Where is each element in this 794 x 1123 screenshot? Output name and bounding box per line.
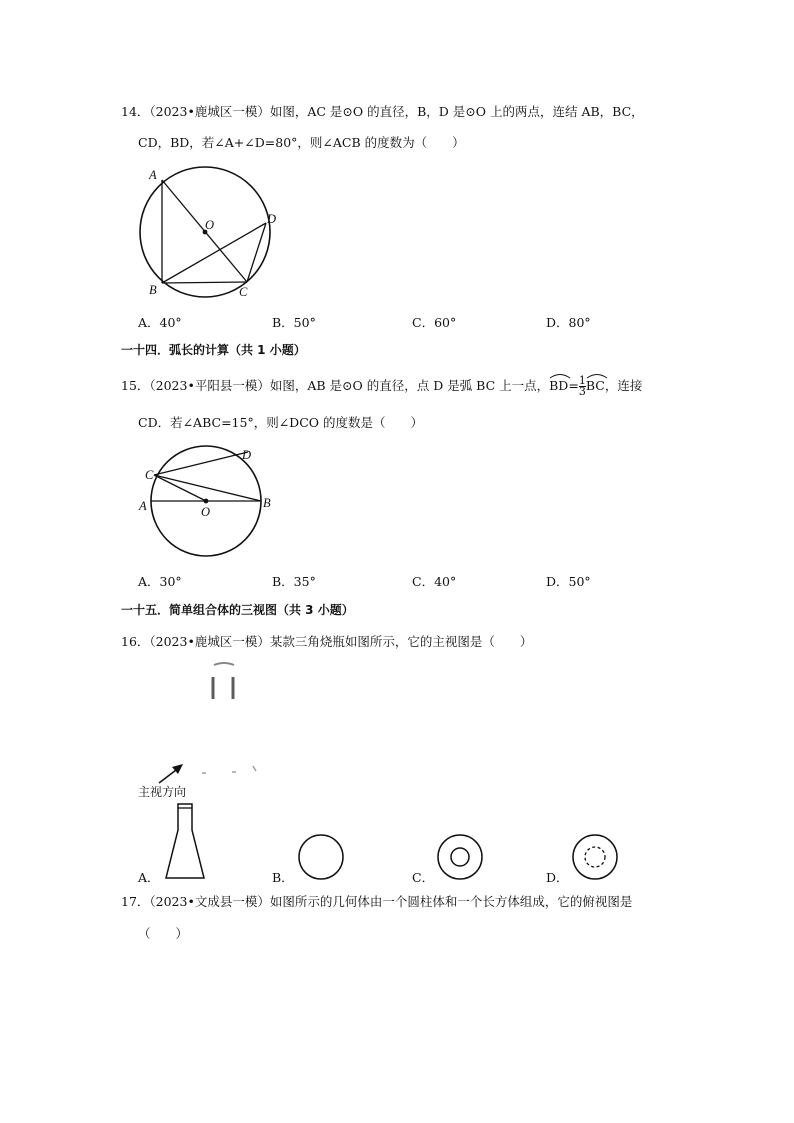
section-heading-arc-length: 一十四．弧长的计算（共 1 小题） [121, 343, 306, 357]
q16-option-a[interactable]: A． [138, 870, 160, 885]
q16-option-d[interactable]: D． [546, 870, 569, 885]
q16-option-c-rings[interactable] [436, 833, 486, 883]
q14-option-c[interactable]: C．60° [412, 315, 457, 330]
q14-label-c: C [239, 285, 248, 299]
q15-label-a: A [139, 499, 147, 513]
q15-fraction-denominator: 3 [578, 385, 586, 398]
q15-segment-co [154, 475, 206, 501]
q15-fraction-numerator: 1 [578, 374, 586, 387]
q15-stem-line1 [121, 376, 642, 397]
q14-label-o: O [205, 218, 215, 232]
q16-option-a-flask[interactable] [160, 802, 210, 882]
q15-option-d[interactable]: D．50° [546, 574, 591, 589]
q14-option-d[interactable]: D．80° [546, 315, 591, 330]
q14-segment-bc [162, 282, 247, 283]
q14-label-d: D [267, 212, 277, 226]
q17-stem-line2: （ ） [138, 926, 189, 941]
q15-circle-figure [136, 443, 286, 563]
q16-flask-neck [213, 677, 233, 699]
q15-arc-bd: BD [549, 377, 568, 395]
q14-label-a: A [149, 168, 157, 182]
q16-flask-base-marks [202, 766, 256, 773]
q15-option-c[interactable]: C．40° [412, 574, 457, 589]
q16-option-b[interactable]: B． [272, 870, 294, 885]
q14-segment-bd [162, 223, 266, 283]
q14-stem-line2: CD，BD，若∠A+∠D=80°，则∠ACB 的度数为（ ） [138, 135, 465, 150]
q15-arc-bc: BC [586, 377, 605, 395]
q14-circle-figure [135, 163, 285, 303]
q15-fraction [579, 376, 586, 397]
q15-label-b: B [263, 496, 271, 510]
q16-option-b-circle[interactable] [297, 833, 347, 883]
q16-stem-line1: 16．（2023•鹿城区一模）某款三角烧瓶如图所示，它的主视图是（ ） [121, 634, 533, 649]
q15-label-o: O [201, 505, 211, 519]
q15-stem-line1-part-b: ，连接 [604, 378, 643, 393]
q17-stem-line1: 17．（2023•文成县一模）如图所示的几何体由一个圆柱体和一个长方体组成，它的俯视图是 [121, 894, 633, 909]
section-heading-three-views: 一十五．简单组合体的三视图（共 3 小题） [121, 603, 354, 617]
q15-option-b[interactable]: B．35° [272, 574, 316, 589]
q14-stem-line1: 14．（2023•鹿城区一模）如图，AC 是⊙O 的直径，B，D 是⊙O 上的两点，连结 AB，BC， [121, 104, 644, 119]
q14-option-a[interactable]: A．40° [138, 315, 182, 330]
q14-label-b: B [149, 283, 157, 297]
q16-option-d-rings[interactable] [571, 833, 621, 883]
q15-label-d: D [242, 448, 252, 462]
q15-label-c: C [145, 468, 154, 482]
q15-segment-cb [154, 475, 261, 501]
q16-flask-rim [214, 663, 234, 665]
q14-option-b[interactable]: B．50° [272, 315, 316, 330]
q16-option-c[interactable]: C． [412, 870, 435, 885]
q15-segment-cd [154, 452, 248, 475]
q15-option-a[interactable]: A．30° [138, 574, 182, 589]
q15-center-dot [204, 499, 209, 504]
q16-view-direction-label: 主视方向 [138, 785, 187, 799]
q15-equals: = [568, 378, 579, 393]
q15-stem-line2: CD．若∠ABC=15°，则∠DCO 的度数是（ ） [138, 415, 423, 430]
q15-stem-line1-part-a: 15．（2023•平阳县一模）如图，AB 是⊙O 的直径，点 D 是弧 BC 上一点， [121, 378, 550, 393]
